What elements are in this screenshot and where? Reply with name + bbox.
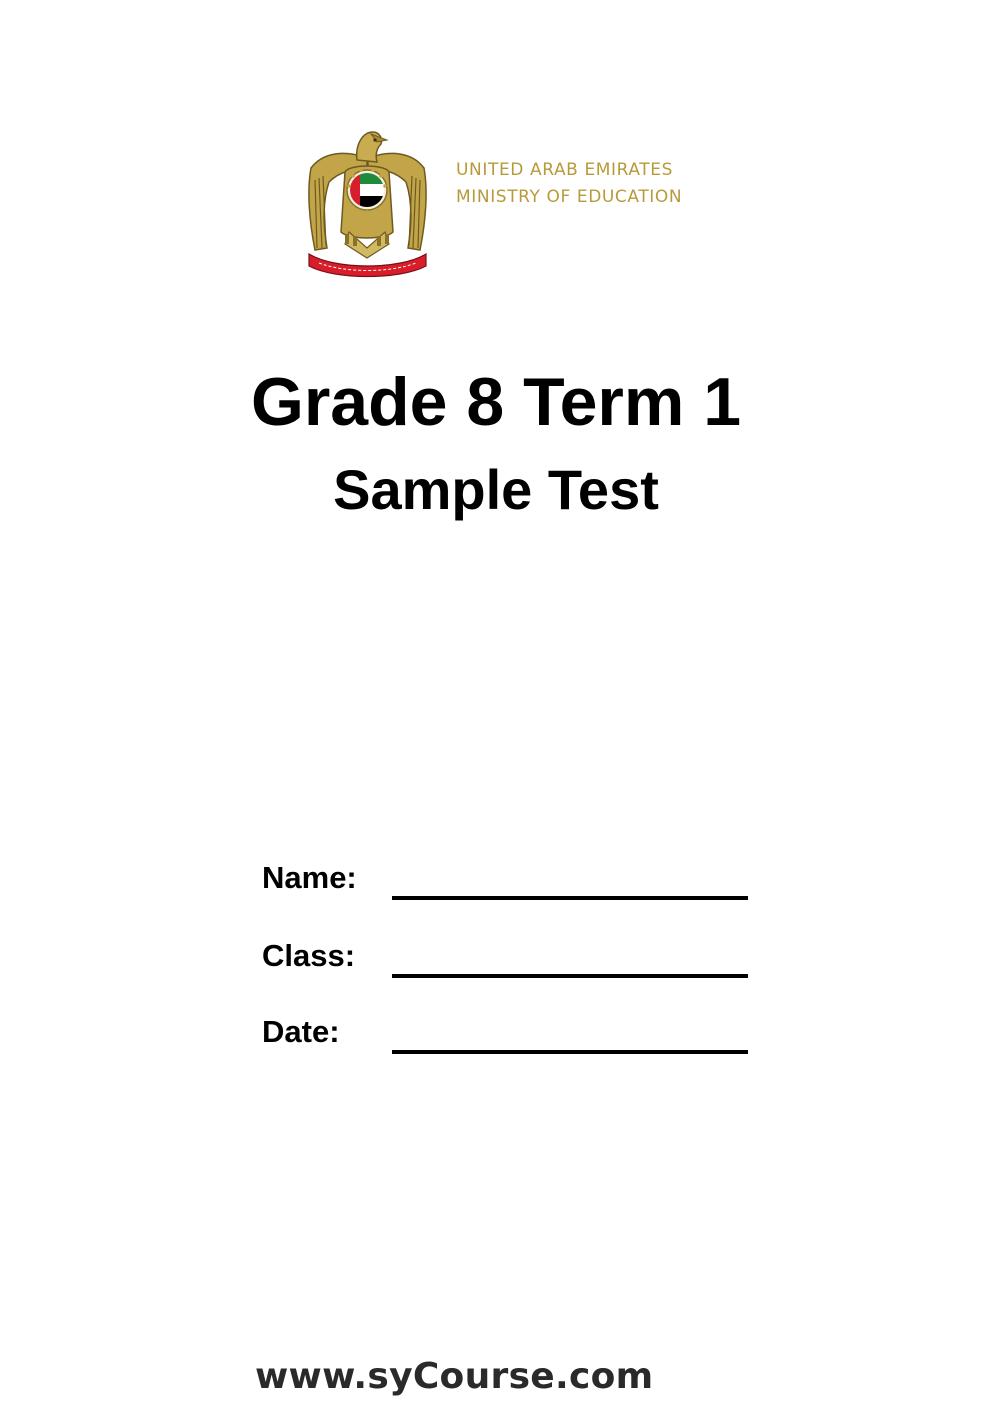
ministry-name: MINISTRY OF EDUCATION	[456, 187, 683, 207]
class-field	[262, 938, 752, 978]
uae-emblem-logo	[305, 120, 430, 280]
class-line	[392, 974, 748, 978]
name-field	[262, 860, 752, 900]
date-line	[392, 1050, 748, 1054]
name-label: Name:	[262, 860, 357, 895]
ministry-country: UNITED ARAB EMIRATES	[456, 160, 674, 180]
document-title: Grade 8 Term 1	[250, 364, 742, 440]
name-line	[392, 896, 748, 900]
website-footer: www.syCourse.com	[255, 1356, 654, 1397]
document-subtitle: Sample Test	[333, 458, 659, 521]
date-label: Date:	[262, 1014, 340, 1049]
ministry-heading	[456, 157, 682, 211]
date-field	[262, 1014, 752, 1054]
class-label: Class:	[262, 938, 356, 973]
